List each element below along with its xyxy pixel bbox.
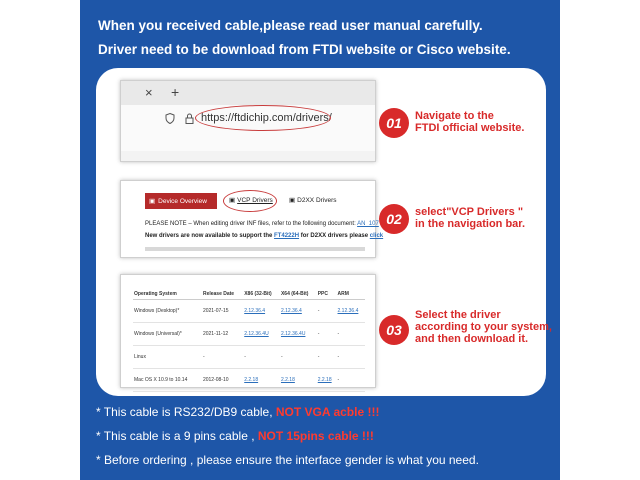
driver-download-link[interactable]: 2.2.18 (280, 369, 317, 392)
table-cell: - (317, 346, 337, 369)
table-cell: Linux (133, 346, 202, 369)
driver-table (133, 289, 365, 392)
step-1-text: Navigate to the FTDI official website. (415, 110, 525, 134)
device-overview-tab[interactable]: ▣ Device Overview (145, 193, 217, 209)
table-cell: 2021-11-12 (202, 323, 243, 346)
lock-icon (185, 113, 194, 124)
d2xx-drivers-tab[interactable]: ▣ D2XX Drivers (289, 197, 337, 204)
please-note-text: PLEASE NOTE – When editing driver INF files, refer to the following document: AN_107 (145, 221, 379, 227)
step-3-number: 03 (379, 315, 409, 345)
table-cell: - (317, 323, 337, 346)
address-bar-row (121, 105, 375, 151)
table-cell: - (317, 300, 337, 323)
step-2-number: 02 (379, 204, 409, 234)
table-cell: - (202, 346, 243, 369)
footer-note-1: * This cable is RS232/DB9 cable, NOT VGA acble !!! (96, 405, 380, 419)
table-cell: Mac OS X 10.9 to 10.14 (133, 369, 202, 392)
table-cell: 2021-07-15 (202, 300, 243, 323)
table-cell: - (243, 346, 280, 369)
table-cell: Windows (Desktop)* (133, 300, 202, 323)
table-row (133, 300, 365, 323)
step-3-text: Select the driver according to your system, and then download it. (415, 309, 552, 345)
product-banner (80, 0, 560, 480)
footer-warning-2: NOT 15pins cable !!! (257, 429, 374, 443)
driver-download-link[interactable]: 2.12.36.4 (280, 300, 317, 323)
driver-download-link[interactable]: 2.2.18 (243, 369, 280, 392)
table-cell: - (337, 369, 365, 392)
table-cell: 2012-08-10 (202, 369, 243, 392)
browser-tab-bar (121, 81, 375, 105)
step-1-number: 01 (379, 108, 409, 138)
table-header-cell: X86 (32-Bit) (243, 289, 280, 300)
table-header-cell: PPC (317, 289, 337, 300)
table-cell: Windows (Universal)* (133, 323, 202, 346)
driver-download-link[interactable]: 2.12.36.4 (337, 300, 365, 323)
click-link[interactable]: click (369, 233, 384, 239)
table-header-cell: X64 (64-Bit) (280, 289, 317, 300)
table-header-cell: ARM (337, 289, 365, 300)
table-row (133, 323, 365, 346)
table-header-cell: Operating System (133, 289, 202, 300)
an107-link[interactable]: AN_107 (357, 221, 379, 227)
table-row (133, 369, 365, 392)
header-line-1: When you received cable,please read user manual carefully. (98, 18, 483, 33)
driver-download-link[interactable]: 2.2.18 (317, 369, 337, 392)
blurred-text-line (145, 247, 365, 251)
driver-download-link[interactable]: 2.12.36.4U (243, 323, 280, 346)
shield-icon (165, 113, 175, 124)
url-text[interactable]: https://ftdichip.com/drivers/ (201, 112, 332, 124)
footer-note-3: * Before ordering , please ensure the interface gender is what you need. (96, 453, 479, 467)
ft4222h-link[interactable]: FT4222H (274, 233, 300, 239)
support-text: New drivers are now available to support the FT4222H for D2XX drivers please click (145, 233, 384, 239)
browser-screenshot (120, 80, 376, 162)
table-cell: - (280, 346, 317, 369)
vcp-drivers-tab[interactable]: ▣ VCP Drivers (229, 197, 273, 204)
website-screenshot (120, 180, 384, 258)
url-highlight-oval (195, 105, 331, 131)
table-row (133, 346, 365, 369)
table-header-cell: Release Date (202, 289, 243, 300)
header-line-2: Driver need to be download from FTDI website or Cisco website. (98, 42, 511, 57)
step-2-text: select"VCP Drivers " in the navigation bar. (415, 206, 526, 230)
vcp-highlight-oval (223, 190, 277, 212)
instruction-card (96, 68, 552, 396)
table-cell: - (337, 346, 365, 369)
new-tab-icon[interactable]: + (171, 84, 180, 100)
driver-download-link[interactable]: 2.12.36.4 (243, 300, 280, 323)
footer-note-2: * This cable is a 9 pins cable , NOT 15pins cable !!! (96, 429, 374, 443)
footer-warning-1: NOT VGA acble !!! (275, 405, 380, 419)
driver-table-screenshot (120, 274, 376, 388)
table-cell: - (337, 323, 365, 346)
driver-download-link[interactable]: 2.12.36.4U (280, 323, 317, 346)
close-tab-icon[interactable]: × (145, 85, 153, 100)
